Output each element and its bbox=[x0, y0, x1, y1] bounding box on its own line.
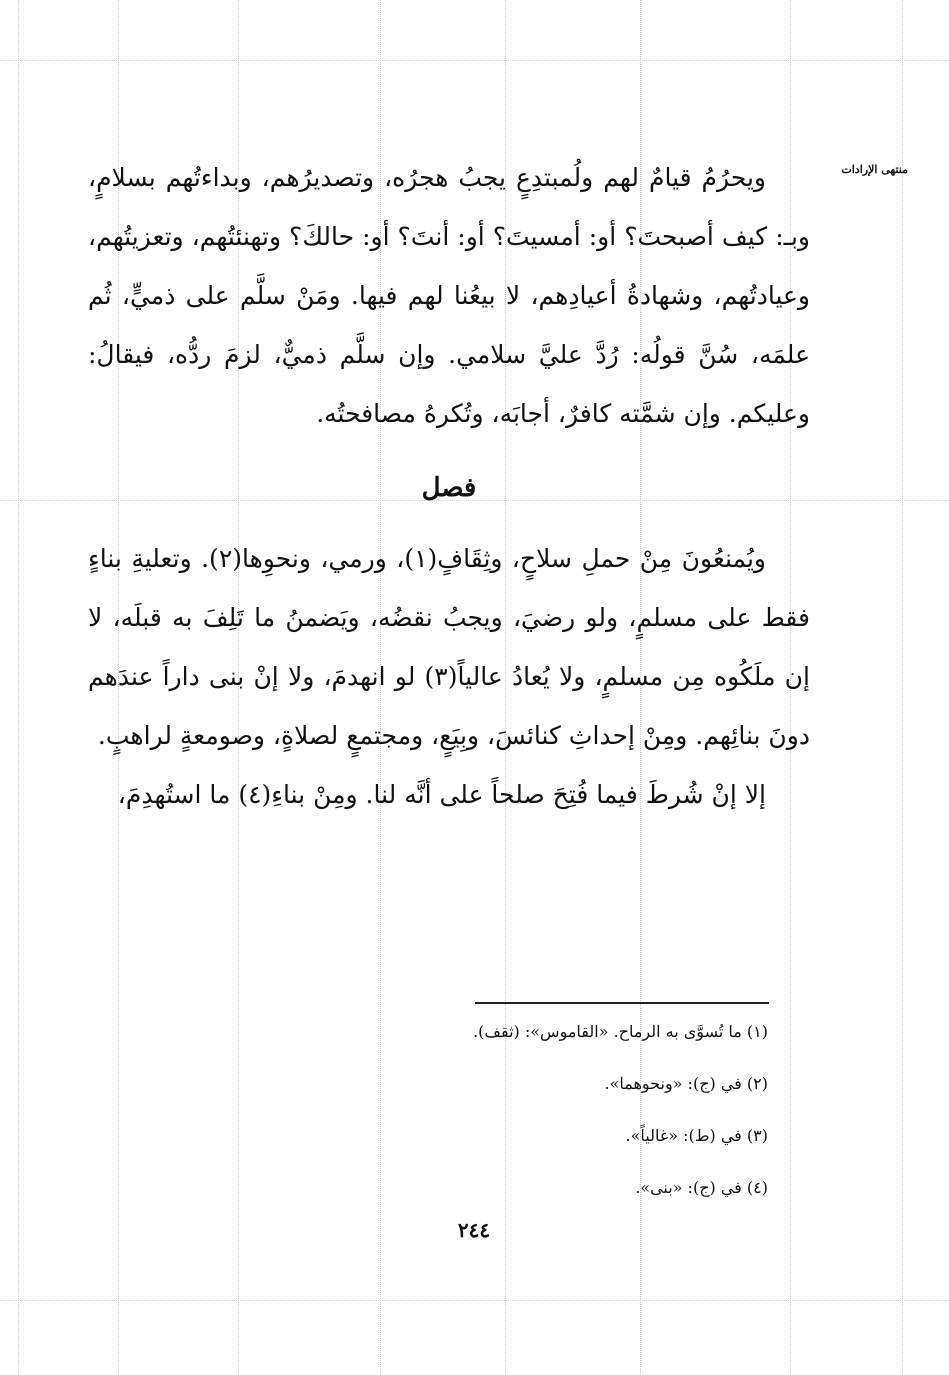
footnote-4: (٤) في (ج): «بنى». bbox=[635, 1178, 768, 1197]
footnotes bbox=[300, 1012, 768, 1220]
footnote-1: (١) ما تُسوَّى به الرماح. «القاموس»: (ثقف). bbox=[473, 1022, 768, 1041]
paragraph-1: ويحرُمُ قيامٌ لهم ولُمبتدِعٍ يجبُ هجرُه، وتصديرُهم، وبداءتُهم بسلامٍ، وبـ: كيف أصبحتَ؟ أو: أمسيتَ؟ أو: أنتَ؟ أو: حالكَ؟ وتهنئتُهم، وتعزيتُهم، وعيادتُهم، وشهادةُ أعيادِهم، لا بيعُنا لهم فيها. ومَنْ سلَّم على ذميٍّ، ثُم علمَه، سُنَّ قولُه: رُدَّ عليَّ سلامي. وإن سلَّم ذميٌّ، لزمَ ردُّه، فيقالُ: وعليكم. وإن شمَّته كافرٌ، أجابَه، وتُكرهُ مصافحتُه. bbox=[88, 163, 810, 428]
page-number: ٢٤٤ bbox=[457, 1218, 491, 1242]
footnote-2: (٢) في (ج): «ونحوهما». bbox=[604, 1074, 768, 1093]
guide-line bbox=[18, 0, 19, 1375]
section-heading: فصل bbox=[421, 473, 477, 503]
guide-line bbox=[902, 0, 903, 1375]
footnote-divider bbox=[475, 1002, 769, 1004]
paragraph-3: إلا إنْ شُرطَ فيما فُتِحَ صلحاً على أنَّه لنا. ومِنْ بناءِ(٤) ما استُهدِمَ، bbox=[117, 780, 766, 809]
running-header: منتهى الإرادات bbox=[841, 163, 908, 176]
body-text bbox=[88, 148, 810, 824]
guide-line bbox=[0, 60, 949, 61]
guide-line bbox=[0, 1300, 949, 1301]
footnote-3: (٣) في (ط): «غالياً». bbox=[625, 1126, 768, 1145]
paragraph-2: ويُمنعُونَ مِنْ حملِ سلاحٍ، وثِقَافٍ(١)، ورمي، ونحوِها(٢). وتعليةِ بناءٍ فقط على مسلمٍ، ولو رضيَ، ويجبُ نقضُه، ويَضمنُ ما تَلِفَ به قبلَه، لا إن ملَكُوه مِن مسلمٍ، ولا يُعادُ عالياً(٣) لو انهدمَ، ولا إنْ بنى داراً عندَهم دونَ بنائِهم. ومِنْ إحداثِ كنائسَ، وبِيَعٍ، ومجتمعٍ لصلاةٍ، وصومعةٍ لراهبٍ. bbox=[88, 544, 810, 750]
